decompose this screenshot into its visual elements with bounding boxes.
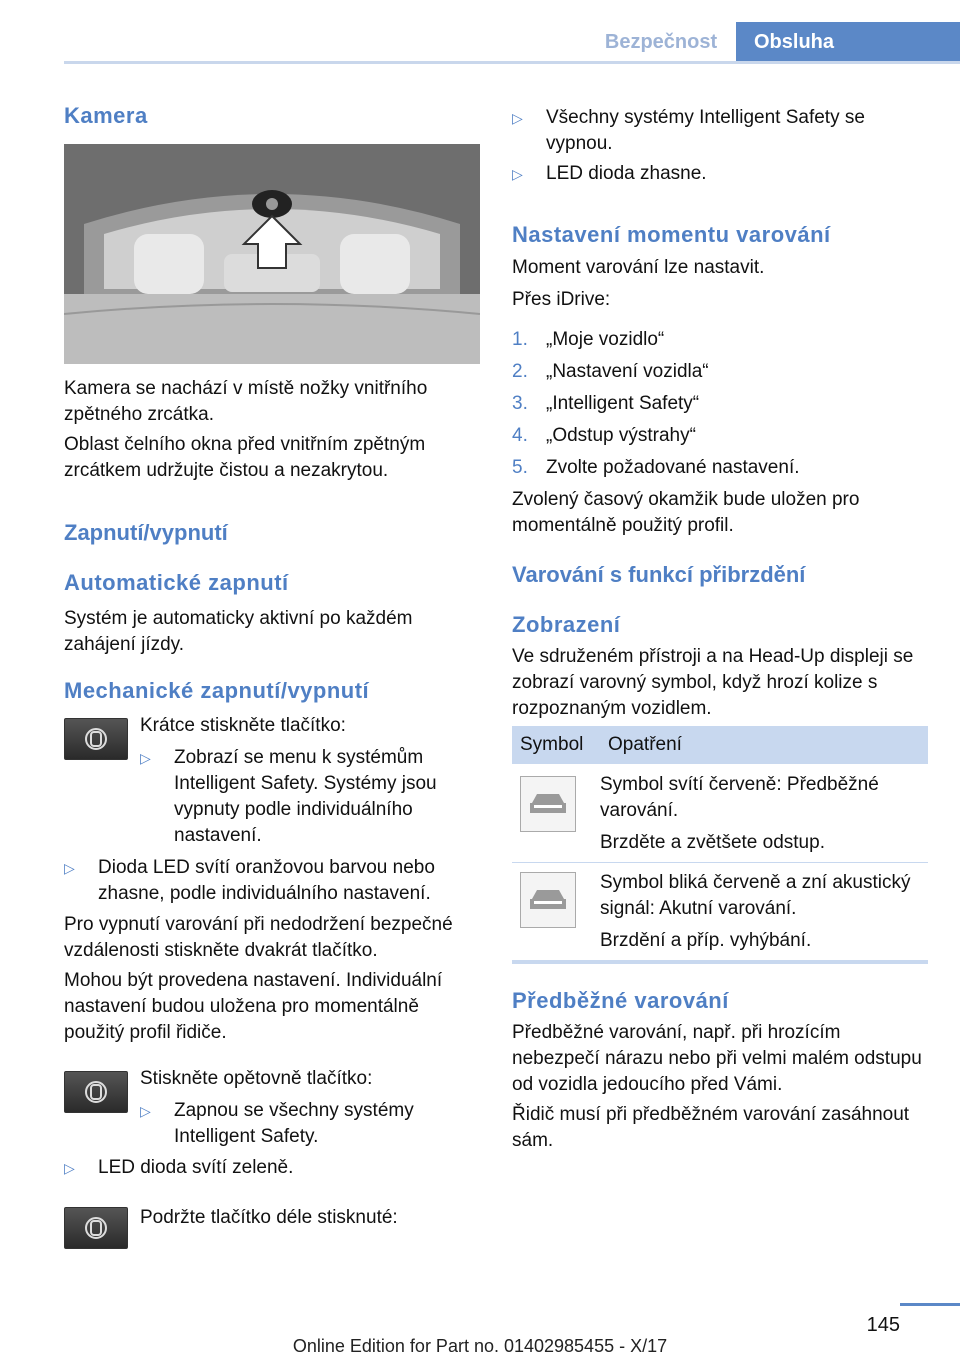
step-number: 4.: [512, 425, 528, 446]
list-item: [512, 105, 928, 157]
auto-paragraph: Systém je automaticky aktivní po každém zahájení jízdy.: [64, 608, 413, 655]
step-text: „Moje vozidlo“: [546, 329, 665, 350]
tab-obsluha[interactable]: Obsluha: [736, 22, 960, 62]
row2-text-a: Symbol bliká červeně a zní akustický signál: Akutní varování.: [600, 872, 911, 919]
pre-warning-heading: Předběžné varování: [512, 988, 729, 1013]
step-number: 3.: [512, 393, 528, 414]
display-paragraph: Ve sdruženém přístroji a na Head-Up displeji se zobrazí varovný symbol, když hrozí kolize s rozpoznaným vozidlem.: [512, 646, 914, 719]
footer-rule: [900, 1303, 960, 1306]
saved-paragraph: Zvolený časový okamžik bude uložen pro momentálně použitý profil.: [512, 489, 860, 536]
triangle-bullet-icon: ▷: [512, 110, 523, 126]
list-item: [512, 455, 928, 481]
car-warning-icon: [520, 872, 576, 928]
triangle-bullet-icon: ▷: [140, 750, 151, 766]
safety-button-image-2: [64, 1071, 128, 1113]
triangle-bullet-icon: ▷: [140, 1103, 151, 1119]
step-number: 5.: [512, 457, 528, 478]
press-short-text: Krátce stiskněte tlačítko:: [140, 715, 346, 736]
step-number: 2.: [512, 361, 528, 382]
triangle-bullet-icon: ▷: [64, 860, 75, 876]
tab-bezpecnost[interactable]: Bezpečnost: [604, 30, 718, 53]
section-heading: Zapnutí/vypnutí: [64, 520, 228, 545]
safety-button-image-1: [64, 718, 128, 760]
mech-heading: Mechanické zapnutí/vypnutí: [64, 678, 370, 703]
list-item: [64, 855, 480, 907]
step-text: „Intelligent Safety“: [546, 393, 700, 414]
hold-text: Podržte tlačítko déle stisknuté:: [140, 1207, 398, 1228]
pre-warning-paragraph-1: Předběžné varování, např. při hrozícím nebezpečí nárazu nebo při velmi malém odstupu od vozidla jedoucího před Vámi.: [512, 1022, 922, 1095]
list-item: [512, 327, 928, 353]
table-bottom-rule: [512, 960, 928, 964]
bullet-text: LED dioda svítí zeleně.: [98, 1157, 294, 1178]
camera-heading: Kamera: [64, 103, 148, 128]
page-number: 145: [866, 1314, 900, 1336]
settings-paragraph: Mohou být provedena nastavení. Individuální nastavení budou uložena pro momentálně použitý profil řidiče.: [64, 970, 443, 1043]
list-item: [140, 745, 480, 849]
column-header-action: Opatření: [608, 734, 682, 755]
header-divider: [64, 61, 960, 64]
warning-moment-text: Moment varování lze nastavit.: [512, 257, 765, 278]
brake-heading: Varování s funkcí přibrzdění: [512, 562, 806, 587]
camera-photo: [64, 144, 480, 364]
rear-window-illustration: [64, 144, 480, 364]
press-again-text: Stiskněte opětovně tlačítko:: [140, 1068, 373, 1089]
edition-footer: Online Edition for Part no. 01402985455 - X/17: [292, 1336, 668, 1356]
step-text: „Nastavení vozidla“: [546, 361, 709, 382]
list-item: [140, 1098, 480, 1150]
step-number: 1.: [512, 329, 528, 350]
double-press-paragraph: Pro vypnutí varování při nedodržení bezpečné vzdálenosti stiskněte dvakrát tlačítko.: [64, 914, 453, 961]
table-row: [512, 862, 928, 960]
car-safety-icon: [76, 1077, 116, 1107]
idrive-text: Přes iDrive:: [512, 289, 611, 310]
car-safety-icon: [76, 1213, 116, 1243]
list-item: [512, 391, 928, 417]
bullet-text: Dioda LED svítí oranžovou barvou nebo zhasne, podle individuálního nastavení.: [98, 857, 435, 904]
row1-text-b: Brzděte a zvětšete odstup.: [600, 832, 825, 853]
table-row: [512, 764, 928, 863]
row2-text-b: Brzdění a příp. vyhýbání.: [600, 930, 812, 951]
bullet-text: Zobrazí se menu k systémům Intelligent Safety. Systémy jsou vypnuty podle individuálního nastavení.: [174, 747, 437, 846]
row1-text-a: Symbol svítí červeně: Předběžné varování.: [600, 774, 879, 821]
column-header-symbol: Symbol: [520, 734, 584, 755]
list-item: [512, 423, 928, 449]
triangle-bullet-icon: ▷: [64, 1160, 75, 1176]
display-heading: Zobrazení: [512, 612, 621, 637]
step-text: „Odstup výstrahy“: [546, 425, 696, 446]
table-header: [512, 726, 928, 764]
bullet-text: LED dioda zhasne.: [546, 163, 707, 184]
camera-paragraph-2: Oblast čelního okna před vnitřním zpětným zrcátkem udržujte čistou a nezakrytou.: [64, 434, 426, 481]
list-item: [512, 359, 928, 385]
triangle-bullet-icon: ▷: [512, 166, 523, 182]
car-warning-icon: [520, 776, 576, 832]
bullet-text: Všechny systémy Intelligent Safety se vypnou.: [546, 107, 865, 154]
auto-heading: Automatické zapnutí: [64, 570, 289, 595]
safety-button-image-3: [64, 1207, 128, 1249]
step-text: Zvolte požadované nastavení.: [546, 457, 800, 478]
camera-paragraph-1: Kamera se nachází v místě nožky vnitřního zpětného zrcátka.: [64, 378, 428, 425]
warning-moment-heading: Nastavení momentu varování: [512, 222, 831, 247]
bullet-text: Zapnou se všechny systémy Intelligent Safety.: [174, 1100, 414, 1147]
list-item: [64, 1155, 480, 1181]
pre-warning-paragraph-2: Řidič musí při předběžném varování zasáhnout sám.: [512, 1104, 910, 1151]
car-safety-icon: [76, 724, 116, 754]
list-item: [512, 161, 928, 187]
